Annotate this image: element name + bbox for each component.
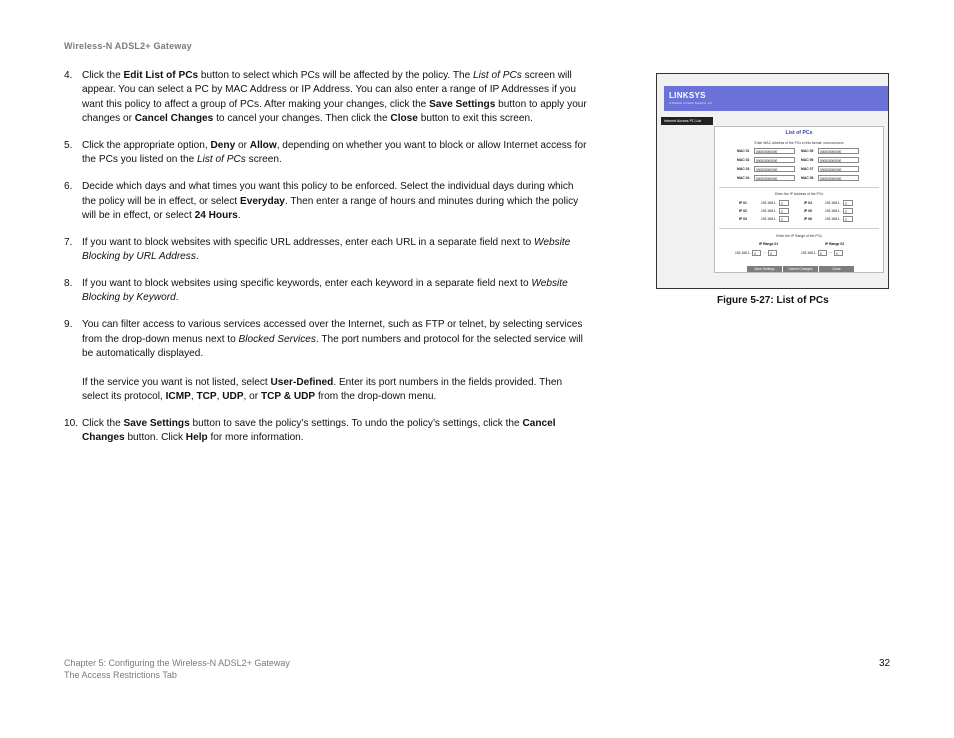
step-number: 10. [64,418,79,430]
ip-label: IP 05 [804,209,812,213]
text-run: . [175,292,179,304]
text-run: , or [243,391,261,403]
ip-range-label: IP Range 02 [825,242,845,246]
bold-term: Save Settings [429,98,496,110]
step-item [64,180,588,223]
ip-label: IP 01 [739,201,747,205]
bold-term: Save Settings [123,418,190,430]
step-text [82,236,588,265]
ip-address-input[interactable]: 0 [843,200,853,206]
mac-label: MAC 07 [801,167,814,171]
running-header: Wireless-N ADSL2+ Gateway [64,41,192,51]
step-text [82,139,588,168]
ip-label: IP 04 [804,201,812,205]
text-run: . Then enter a range of hours and minutes during which the policy will be in effect, or select [82,195,579,222]
text-run: from the drop-down menu. [315,391,437,403]
italic-term: Website Blocking by URL Address [82,236,571,263]
footer [64,657,290,681]
mac-instruction: Enter MAC Address of the PCs in this format: xxxxxxxxxxxx [754,141,844,145]
ip-prefix: 192.168.1. [761,201,777,205]
mac-label: MAC 05 [801,149,814,153]
text-run: or [235,140,250,152]
bold-term: Deny [210,140,236,152]
footer-chapter: Chapter 5: Configuring the Wireless-N ADSL2+ Gateway [64,658,290,668]
step-text [82,376,588,405]
ip-range-label: IP Range 01 [759,242,779,246]
step-text [82,69,588,127]
close-button[interactable]: Close [819,266,854,272]
text-run: If the service you want is not listed, select [82,376,271,388]
step-number: 8. [64,278,73,290]
text-run: button to save the policy’s settings. To undo the policy’s settings, click the [189,418,523,430]
text-run: Click the [82,418,124,430]
text-run: button. Click [124,432,186,444]
bold-term: User-Defined [270,376,334,388]
mac-label: MAC 01 [737,149,750,153]
mac-label: MAC 02 [737,158,750,162]
text-run: screen will appear. You can select a PC by MAC Address or IP Address. You can also enter a range of IP Addresses if you want this policy to affect a group of PCs. After making your changes, click the [82,70,576,110]
save-settings-button[interactable]: Save Settings [747,266,782,272]
mac-label: MAC 03 [737,167,750,171]
step-text [82,417,588,446]
divider [719,228,879,229]
step-item [64,69,588,127]
bold-term: ICMP [165,391,191,403]
step-item [64,277,588,306]
sidebar-item-internet-access-pc-list[interactable]: Internet Access PC List [661,117,713,125]
cancel-changes-button[interactable]: Cancel Changes [783,266,818,272]
mac-address-input[interactable]: 000000000000 [754,148,795,154]
figure-caption: Figure 5-27: List of PCs [717,295,829,306]
ip-range-end-input[interactable]: 0 [768,250,777,256]
step-text [82,277,588,306]
text-run: button to exit this screen. [417,113,533,125]
divider [719,187,879,188]
bold-term: 24 Hours [194,210,238,222]
panel-title: List of PCs [785,130,813,136]
text-run: Click the [82,70,124,81]
bold-term: TCP & UDP [260,391,316,403]
bold-term: Cancel Changes [134,113,214,125]
step-number: 4. [64,70,73,81]
ip-address-input[interactable]: 0 [779,208,789,214]
ip-range-prefix: 192.168.1. [735,251,751,255]
ip-prefix: 192.168.1. [761,209,777,213]
text-run: , [216,391,223,403]
bold-term: Allow [249,140,277,152]
mac-address-input[interactable]: 000000000000 [818,148,859,154]
step-item [64,318,588,404]
bold-term: Edit List of PCs [123,70,199,81]
ip-range-separator: ~ [764,251,766,255]
text-run: screen. [245,154,282,166]
ip-address-input[interactable]: 0 [779,200,789,206]
ip-address-input[interactable]: 0 [779,216,789,222]
ip-range-prefix: 192.168.1. [801,251,817,255]
text-run: You can filter access to various services accessed over the Internet, such as FTP or telnet, by selecting services from the drop-down menus next to [82,319,583,345]
text-run: If you want to block websites using specific keywords, enter each keyword in a separate field next to [82,278,532,290]
range-instruction: Enter the IP Range of the PCs [776,234,822,238]
step-number: 5. [64,140,73,152]
bold-term: UDP [222,391,244,403]
mac-label: MAC 06 [801,158,814,162]
text-run: , depending on whether you want to block or allow Internet access for the PCs you listed on the [82,140,587,166]
ip-address-input[interactable]: 0 [843,216,853,222]
ip-range-start-input[interactable]: 0 [752,250,761,256]
linksys-logo-subtitle: A Division of Cisco Systems, Inc. [669,101,713,105]
text-run: button to apply your changes or [82,98,587,125]
step-number: 9. [64,319,73,331]
bold-term: Help [185,432,208,444]
ip-prefix: 192.168.1. [825,201,841,205]
bold-term: Close [390,113,418,125]
step-number: 6. [64,181,73,193]
ip-range-separator: ~ [830,251,832,255]
text-run: . The port numbers and protocol for the selected service will be automatically displayed. [82,333,583,360]
ip-label: IP 03 [739,217,747,221]
ip-range-start-input[interactable]: 0 [818,250,827,256]
italic-term: Website Blocking by Keyword [82,278,568,304]
mac-address-input[interactable]: 000000000000 [818,157,859,163]
text-run: for more information. [207,432,304,444]
ip-prefix: 192.168.1. [761,217,777,221]
text-run: . [237,210,241,222]
mac-address-input[interactable]: 000000000000 [754,166,795,172]
step-number: 7. [64,236,73,248]
ip-label: IP 06 [804,217,812,221]
text-run: If you want to block websites with specific URL addresses, enter each URL in a separate field next to [82,236,535,248]
linksys-banner [664,86,888,111]
ip-range-end-input[interactable]: 0 [834,250,843,256]
bold-term: Everyday [240,195,285,207]
bold-term: Cancel Changes [82,418,556,444]
step-list [64,69,588,458]
bold-term: TCP [196,391,217,403]
text-run: , [190,391,197,403]
text-run: to cancel your changes. Then click the [213,113,391,125]
text-run: Click the appropriate option, [82,140,211,152]
step-item [64,236,588,265]
mac-address-input[interactable]: 000000000000 [818,166,859,172]
footer-section: The Access Restrictions Tab [64,670,177,680]
ip-prefix: 192.168.1. [825,217,841,221]
page-number: 32 [879,658,891,669]
mac-label: MAC 08 [801,176,814,180]
text-run: Decide which days and what times you want this policy to be enforced. Select the individual days during which the policy will be in effect, or select [82,181,574,207]
step-item [64,417,588,446]
ip-instruction: Enter the IP Address of the PCs [775,192,823,196]
mac-address-input[interactable]: 000000000000 [754,175,795,181]
ip-address-input[interactable]: 0 [843,208,853,214]
ip-prefix: 192.168.1. [825,209,841,213]
italic-term: List of PCs [473,70,522,81]
italic-term: Blocked Services [238,333,316,345]
list-of-pcs-screenshot [656,73,889,289]
italic-term: List of PCs [197,154,246,166]
text-run: . Enter its port numbers in the fields provided. Then select its protocol, [82,376,563,403]
step-item [64,139,588,168]
step-text [82,318,588,361]
step-text [82,180,588,223]
ip-label: IP 02 [739,209,747,213]
mac-label: MAC 04 [737,176,750,180]
text-run: button to select which PCs will be affected by the policy. The [198,70,474,81]
linksys-logo: LINKSYS [669,91,706,100]
text-run: . [195,251,199,263]
pc-list-panel [714,126,884,273]
mac-address-input[interactable]: 000000000000 [754,157,795,163]
mac-address-input[interactable]: 000000000000 [818,175,859,181]
